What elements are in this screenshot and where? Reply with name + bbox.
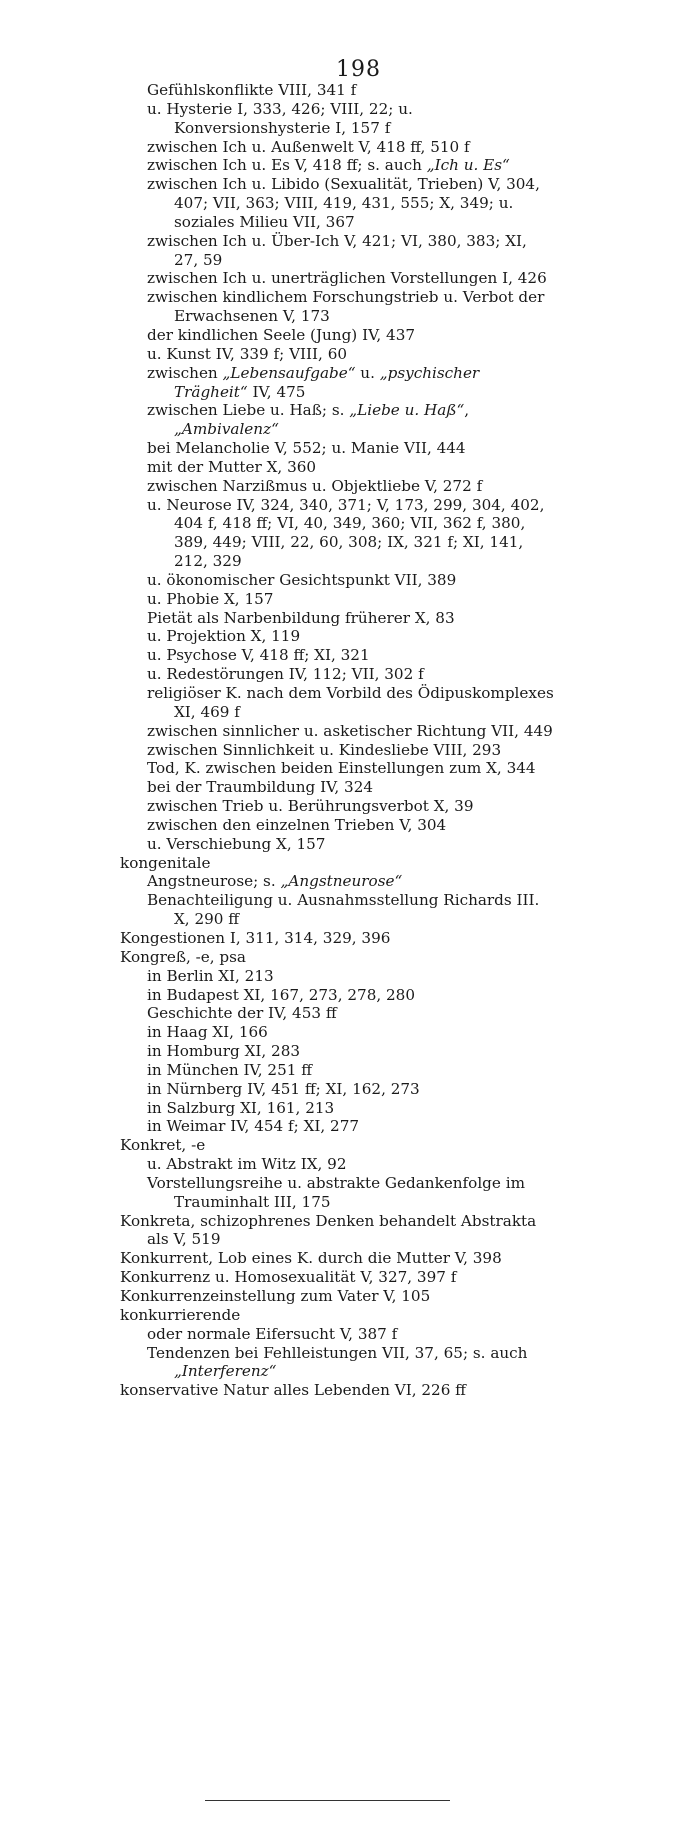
index-entry bbox=[0, 1381, 697, 1400]
index-entry bbox=[0, 571, 697, 590]
index-entry bbox=[0, 797, 697, 816]
index-entry-text: in Homburg XI, 283 bbox=[147, 1042, 301, 1061]
index-entry bbox=[0, 1344, 697, 1382]
index-entry-text: u. ökonomischer Gesichtspunkt VII, 389 bbox=[147, 570, 457, 589]
index-entry bbox=[0, 1268, 697, 1287]
index-entry-text: Vorstellungsreihe u. abstrakte Gedankenfolge im Trauminhalt III, 175 bbox=[147, 1173, 525, 1211]
index-entry-text: in Salzburg XI, 161, 213 bbox=[147, 1098, 335, 1117]
index-entry-text: zwischen „Lebensaufgabe“ u. „psychischer Trägheit“ IV, 475 bbox=[147, 363, 480, 401]
index-entry-text: zwischen den einzelnen Trieben V, 304 bbox=[147, 815, 447, 834]
index-entry bbox=[0, 326, 697, 345]
index-entry bbox=[0, 684, 697, 722]
index-entry bbox=[0, 741, 697, 760]
index-entry bbox=[0, 1042, 697, 1061]
index-entry bbox=[0, 759, 697, 778]
index-entry-text: Pietät als Narbenbildung früherer X, 83 bbox=[147, 608, 455, 627]
index-entry-text: zwischen sinnlicher u. asketischer Richtung VII, 449 bbox=[147, 721, 553, 740]
index-entry bbox=[0, 1287, 697, 1306]
index-entry bbox=[0, 1004, 697, 1023]
index-entry bbox=[0, 948, 697, 967]
index-entry-text: zwischen Trieb u. Berührungsverbot X, 39 bbox=[147, 797, 474, 816]
index-entry bbox=[0, 288, 697, 326]
index-entry bbox=[0, 609, 697, 628]
index-entry-text: in Haag XI, 166 bbox=[147, 1023, 268, 1042]
index-entry bbox=[0, 722, 697, 741]
index-entry-text: kongenitale bbox=[120, 853, 211, 872]
index-entry-text: zwischen kindlichem Forschungstrieb u. Verbot der Erwachsenen V, 173 bbox=[147, 288, 545, 326]
index-entry-text: konservative Natur alles Lebenden VI, 226 ff bbox=[120, 1381, 466, 1400]
index-entry-text: Konkret, -e bbox=[120, 1136, 206, 1155]
index-entry bbox=[0, 1325, 697, 1344]
index-entry-text: u. Abstrakt im Witz IX, 92 bbox=[147, 1155, 347, 1174]
index-entry-text: zwischen Ich u. Außenwelt V, 418 ff, 510 f bbox=[147, 137, 470, 156]
index-entry bbox=[0, 439, 697, 458]
index-entry bbox=[0, 986, 697, 1005]
index-entry-text: mit der Mutter X, 360 bbox=[147, 457, 317, 476]
index-entry bbox=[0, 496, 697, 571]
index-entry-text: Konkurrent, Lob eines K. durch die Mutter V, 398 bbox=[120, 1249, 502, 1268]
index-entry bbox=[0, 1136, 697, 1155]
index-entry-text: zwischen Ich u. unerträglichen Vorstellungen I, 426 bbox=[147, 269, 547, 288]
index-entry-text: u. Phobie X, 157 bbox=[147, 589, 274, 608]
index-entry bbox=[0, 156, 697, 175]
index-entry bbox=[0, 175, 697, 232]
index-entry bbox=[0, 1099, 697, 1118]
index-entry bbox=[0, 854, 697, 873]
index-entry-text: Benachteiligung u. Ausnahmsstellung Richards III. X, 290 ff bbox=[147, 891, 540, 929]
index-entry bbox=[0, 816, 697, 835]
index-entry bbox=[0, 1306, 697, 1325]
index-entry-text: Kongestionen I, 311, 314, 329, 396 bbox=[120, 928, 391, 947]
index-entry-text: Tod, K. zwischen beiden Einstellungen zum X, 344 bbox=[147, 759, 536, 778]
index-entry bbox=[0, 872, 697, 891]
index-entry bbox=[0, 929, 697, 948]
index-entry-text: u. Redestörungen IV, 112; VII, 302 f bbox=[147, 665, 424, 684]
index-entry-text: Kongreß, -e, psa bbox=[120, 947, 246, 966]
index-entry-text: u. Kunst IV, 339 f; VIII, 60 bbox=[147, 344, 348, 363]
index-entry-text: der kindlichen Seele (Jung) IV, 437 bbox=[147, 325, 416, 344]
index-entry bbox=[0, 232, 697, 270]
index-entry-text: in Weimar IV, 454 f; XI, 277 bbox=[147, 1117, 360, 1136]
index-entry-text: Angstneurose; s. „Angstneurose“ bbox=[147, 872, 403, 891]
index-entry bbox=[0, 1155, 697, 1174]
index-entry-text: bei Melancholie V, 552; u. Manie VII, 444 bbox=[147, 439, 466, 458]
index-entry bbox=[0, 1117, 697, 1136]
index-entry bbox=[0, 458, 697, 477]
index-entry bbox=[0, 1249, 697, 1268]
index-entry-text: u. Verschiebung X, 157 bbox=[147, 834, 326, 853]
index-entry-text: zwischen Sinnlichkeit u. Kindesliebe VIII, 293 bbox=[147, 740, 502, 759]
index-entry bbox=[0, 269, 697, 288]
index-entry bbox=[0, 477, 697, 496]
index-entry bbox=[0, 590, 697, 609]
index-entry-text: zwischen Ich u. Es V, 418 ff; s. auch „Ich u. Es“ bbox=[147, 156, 510, 175]
index-entry bbox=[0, 665, 697, 684]
index-entry-text: u. Psychose V, 418 ff; XI, 321 bbox=[147, 646, 370, 665]
index-entry-text: zwischen Ich u. Über-Ich V, 421; VI, 380, 383; XI, 27, 59 bbox=[147, 231, 527, 269]
index-entry bbox=[0, 364, 697, 402]
index-entry-text: Tendenzen bei Fehlleistungen VII, 37, 65; s. auch „Interferenz“ bbox=[147, 1343, 528, 1381]
index-entry-text: Geschichte der IV, 453 ff bbox=[147, 1004, 337, 1023]
index-entry bbox=[0, 891, 697, 929]
closing-rule bbox=[205, 1800, 450, 1801]
index-entry-text: bei der Traumbildung IV, 324 bbox=[147, 778, 374, 797]
index-entry-text: in Berlin XI, 213 bbox=[147, 966, 274, 985]
index-entry-text: oder normale Eifersucht V, 387 f bbox=[147, 1324, 398, 1343]
index-entry-text: u. Neurose IV, 324, 340, 371; V, 173, 299, 304, 402, 404 f, 418 ff; VI, 40, 349, 360; VII, 362 f, 380, 389, 449; VIII, 22, 60, 308; IX, 321 f; XI, 141, 212, 329 bbox=[147, 495, 545, 571]
index-entry bbox=[0, 1212, 697, 1250]
index-entry bbox=[0, 345, 697, 364]
index-entry-text: in Budapest XI, 167, 273, 278, 280 bbox=[147, 985, 416, 1004]
index-entries bbox=[0, 81, 697, 1400]
index-entry bbox=[0, 401, 697, 439]
index-entry bbox=[0, 81, 697, 100]
index-entry bbox=[0, 835, 697, 854]
index-entry bbox=[0, 1080, 697, 1099]
index-entry-text: in Nürnberg IV, 451 ff; XI, 162, 273 bbox=[147, 1079, 420, 1098]
index-entry-text: zwischen Ich u. Libido (Sexualität, Trieben) V, 304, 407; VII, 363; VIII, 419, 431, 555; X, 349; u. soziales Milieu VII, 367 bbox=[147, 175, 540, 231]
index-entry bbox=[0, 100, 697, 138]
index-entry bbox=[0, 627, 697, 646]
index-entry-text: konkurrierende bbox=[120, 1305, 241, 1324]
index-entry bbox=[0, 138, 697, 157]
index-entry-text: in München IV, 251 ff bbox=[147, 1060, 313, 1079]
index-entry-text: u. Hysterie I, 333, 426; VIII, 22; u. Konversionshysterie I, 157 f bbox=[147, 99, 413, 137]
index-entry-text: u. Projektion X, 119 bbox=[147, 627, 301, 646]
index-entry bbox=[0, 778, 697, 797]
index-entry-text: zwischen Liebe u. Haß; s. „Liebe u. Haß“, „Ambivalenz“ bbox=[147, 401, 470, 439]
index-entry-text: Konkurrenzeinstellung zum Vater V, 105 bbox=[120, 1287, 431, 1305]
index-entry-text: religiöser K. nach dem Vorbild des Ödipuskomplexes XI, 469 f bbox=[147, 684, 554, 721]
index-entry bbox=[0, 1061, 697, 1080]
page-number: 198 bbox=[336, 57, 381, 82]
index-entry-text: Gefühlskonflikte VIII, 341 f bbox=[147, 81, 357, 99]
index-entry-text: Konkurrenz u. Homosexualität V, 327, 397 f bbox=[120, 1268, 457, 1287]
index-entry bbox=[0, 967, 697, 986]
index-entry-text: zwischen Narzißmus u. Objektliebe V, 272 f bbox=[147, 476, 483, 495]
index-entry-text: Konkreta, schizophrenes Denken behandelt Abstrakta als V, 519 bbox=[120, 1211, 537, 1249]
index-entry bbox=[0, 1023, 697, 1042]
index-entry bbox=[0, 646, 697, 665]
index-entry bbox=[0, 1174, 697, 1212]
